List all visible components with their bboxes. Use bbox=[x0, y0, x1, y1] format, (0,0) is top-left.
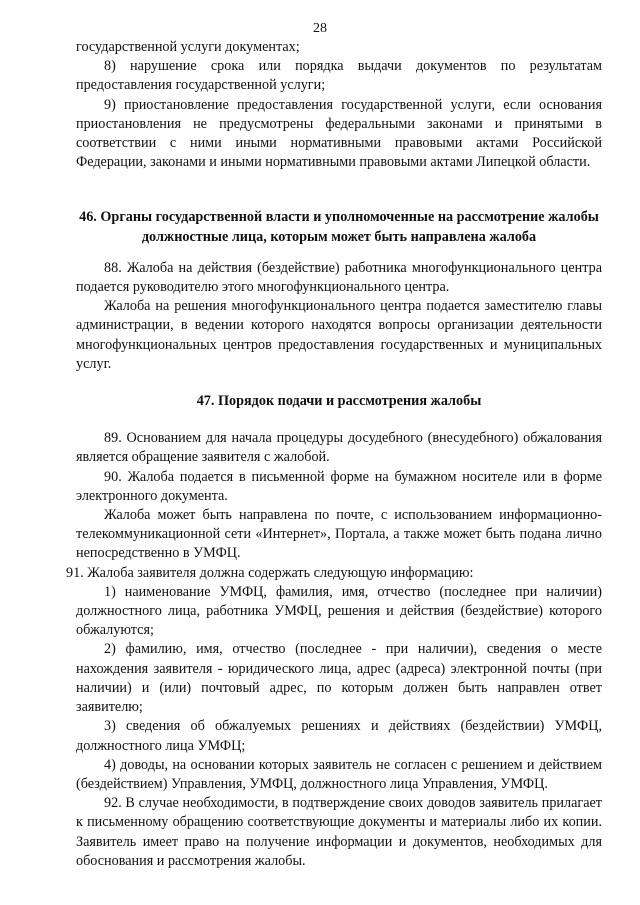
paragraph: 90. Жалоба подается в письменной форме на бумажном носителе или в форме электронного документа. bbox=[76, 468, 602, 504]
list-item: 1) наименование УМФЦ, фамилия, имя, отчество (последнее при наличии) должностного лица, работника УМФЦ, решения и действия (бездействие) которого обжалуются; bbox=[76, 583, 602, 639]
paragraph: 92. В случае необходимости, в подтверждение своих доводов заявитель прилагает к письменному обращению соответствующие документы и материалы либо их копии. Заявитель имеет право на получение информации и документов, необходимых для обоснования и рассмотрения жалобы. bbox=[76, 795, 602, 869]
paragraph: 89. Основанием для начала процедуры досудебного (внесудебного) обжалования является обращение заявителя с жалобой. bbox=[76, 430, 602, 466]
paragraph: 9) приостановление предоставления государственной услуги, если основания приостановления не предусмотрены федеральными законами и принятыми в соответствии с ними иными нормативными правовыми актами Российской Федерации, законами и иными нормативными правовыми актами Липецкой области. bbox=[76, 96, 602, 171]
page-content bbox=[66, 38, 602, 871]
paragraph: 8) нарушение срока или порядка выдачи документов по результатам предоставления государственной услуги; bbox=[76, 58, 602, 94]
paragraph: 88. Жалоба на действия (бездействие) работника многофункционального центра подается руководителю этого многофункционального центра. bbox=[76, 259, 602, 296]
paragraph: Жалоба на решения многофункционального центра подается заместителю главы администрации, в ведении которого находятся вопросы организации деятельности многофункциональных центров предоставления государственных и муниципальных услуг. bbox=[76, 298, 602, 372]
page-number: 28 bbox=[313, 21, 327, 36]
list-item: 3) сведения об обжалуемых решениях и действиях (бездействии) УМФЦ, должностного лица УМФЦ; bbox=[76, 718, 602, 754]
list-item: 4) доводы, на основании которых заявитель не согласен с решением и действием (бездействием) Управления, УМФЦ, должностного лица Управления, УМФЦ. bbox=[76, 756, 602, 792]
section-heading-47: 47. Порядок подачи и рассмотрения жалобы bbox=[196, 393, 482, 410]
paragraph: Жалоба может быть направлена по почте, с использованием информационно-телекоммуникационной сети «Интернет», Портала, а также может быть подана лично непосредственно в УМФЦ. bbox=[76, 507, 602, 562]
list-item: 2) фамилию, имя, отчество (последнее - при наличии), сведения о месте нахождения заявителя - юридического лица, адрес (адреса) электронной почты (при наличии) и (или) почтовый адрес, по которым должен быть направлен ответ заявителю; bbox=[76, 641, 602, 716]
section-heading-46: 46. Органы государственной власти и уполномоченные на рассмотрение жалобы должностные лица, которым может быть направлена жалоба bbox=[79, 209, 599, 245]
paragraph: государственной услуги документах; bbox=[76, 39, 300, 55]
paragraph: 91. Жалоба заявителя должна содержать следующую информацию: bbox=[66, 564, 474, 581]
